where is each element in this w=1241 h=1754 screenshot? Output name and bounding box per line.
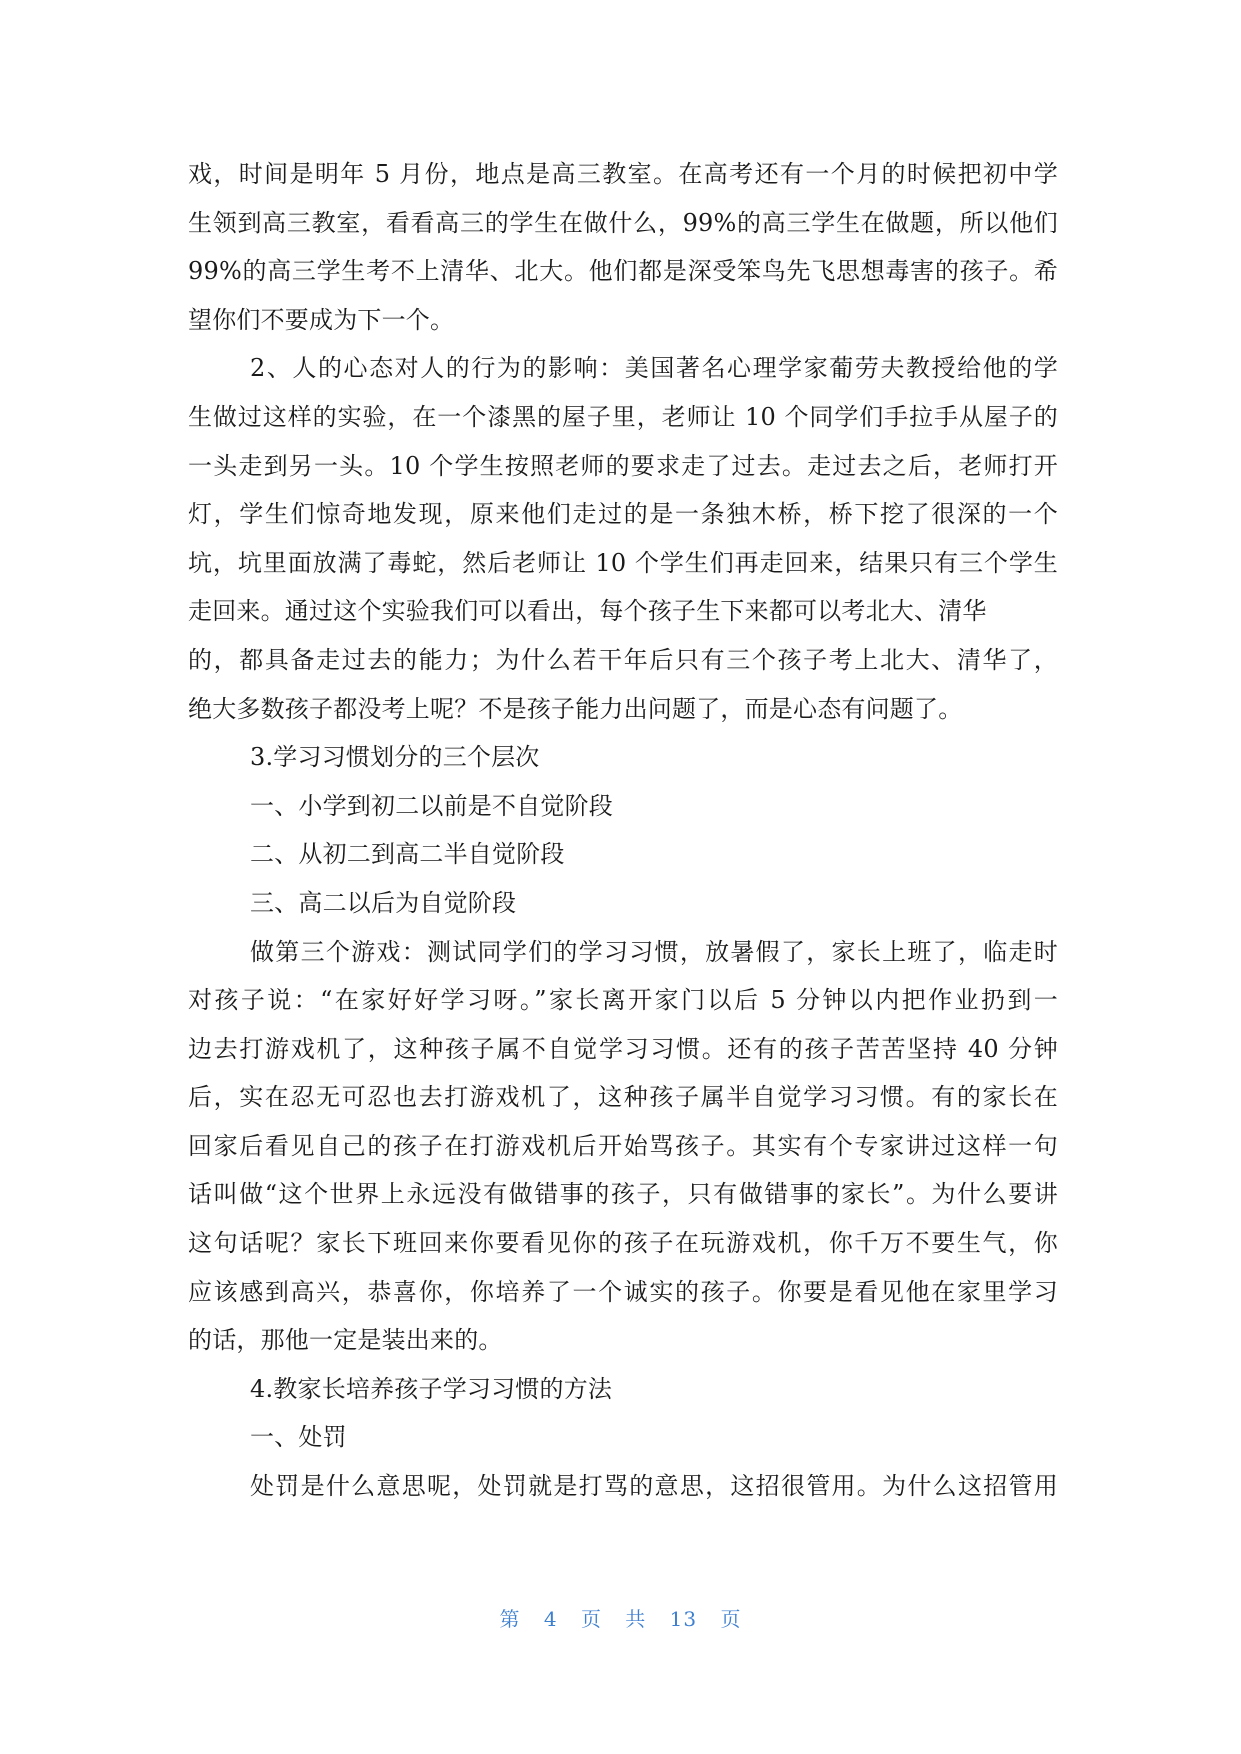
section-heading: 3.学习习惯划分的三个层次	[250, 743, 540, 772]
text-line: 对孩子说：“在家好好学习呀。”家长离开家门以后 5 分钟以内把作业扔到一	[188, 986, 1058, 1015]
text-line: 的，都具备走过去的能力；为什么若干年后只有三个孩子考上北大、清华了，	[188, 645, 1058, 674]
paragraph-start: 处罚是什么意思呢，处罚就是打骂的意思，这招很管用。为什么这招管用	[250, 1472, 1058, 1501]
text-line: 坑，坑里面放满了毒蛇，然后老师让 10 个学生们再走回来，结果只有三个学生	[188, 548, 1058, 577]
text-line: 话叫做“这个世界上永远没有做错事的孩子，只有做错事的家长”。为什么要讲	[188, 1180, 1058, 1209]
text-line: 应该感到高兴，恭喜你，你培养了一个诚实的孩子。你要是看见他在家里学习	[188, 1277, 1058, 1306]
text-line: 边去打游戏机了，这种孩子属不自觉学习习惯。还有的孩子苦苦坚持 40 分钟	[188, 1034, 1058, 1063]
page-number-footer: 第 4 页 共 13 页	[499, 1607, 742, 1631]
text-line: 望你们不要成为下一个。	[188, 305, 455, 334]
text-line: 戏，时间是明年 5 月份，地点是高三教室。在高考还有一个月的时候把初中学	[188, 160, 1058, 188]
text-line: 灯，学生们惊奇地发现，原来他们走过的是一条独木桥，桥下挖了很深的一个	[188, 500, 1058, 529]
list-item: 三、高二以后为自觉阶段	[250, 888, 517, 917]
section-heading: 4.教家长培养孩子学习习惯的方法	[250, 1374, 613, 1403]
text-line: 一头走到另一头。10 个学生按照老师的要求走了过去。走过去之后，老师打开	[188, 451, 1058, 480]
document-body	[188, 150, 1058, 1511]
text-line: 回家后看见自己的孩子在打游戏机后开始骂孩子。其实有个专家讲过这样一句	[188, 1131, 1058, 1160]
paragraph-start: 2、人的心态对人的行为的影响：美国著名心理学家葡劳夫教授给他的学	[250, 354, 1058, 383]
text-line: 走回来。通过这个实验我们可以看出，每个孩子生下来都可以考北大、清华	[188, 597, 987, 626]
text-line: 99%的高三学生考不上清华、北大。他们都是深受笨鸟先飞思想毒害的孩子。希	[188, 257, 1058, 286]
list-item: 二、从初二到高二半自觉阶段	[250, 840, 565, 869]
text-line: 生做过这样的实验，在一个漆黑的屋子里，老师让 10 个同学们手拉手从屋子的	[188, 402, 1058, 431]
text-line: 生领到高三教室，看看高三的学生在做什么，99%的高三学生在做题，所以他们	[188, 208, 1058, 237]
list-item: 一、处罚	[250, 1423, 347, 1452]
list-item: 一、小学到初二以前是不自觉阶段	[250, 791, 613, 820]
text-line: 后，实在忍无可忍也去打游戏机了，这种孩子属半自觉学习习惯。有的家长在	[188, 1083, 1058, 1112]
paragraph-start: 做第三个游戏：测试同学们的学习习惯，放暑假了，家长上班了，临走时	[250, 937, 1058, 966]
text-line: 的话，那他一定是装出来的。	[188, 1326, 503, 1355]
text-line: 这句话呢？家长下班回来你要看见你的孩子在玩游戏机，你千万不要生气，你	[188, 1229, 1058, 1258]
text-line: 绝大多数孩子都没考上呢？不是孩子能力出问题了，而是心态有问题了。	[188, 694, 963, 723]
